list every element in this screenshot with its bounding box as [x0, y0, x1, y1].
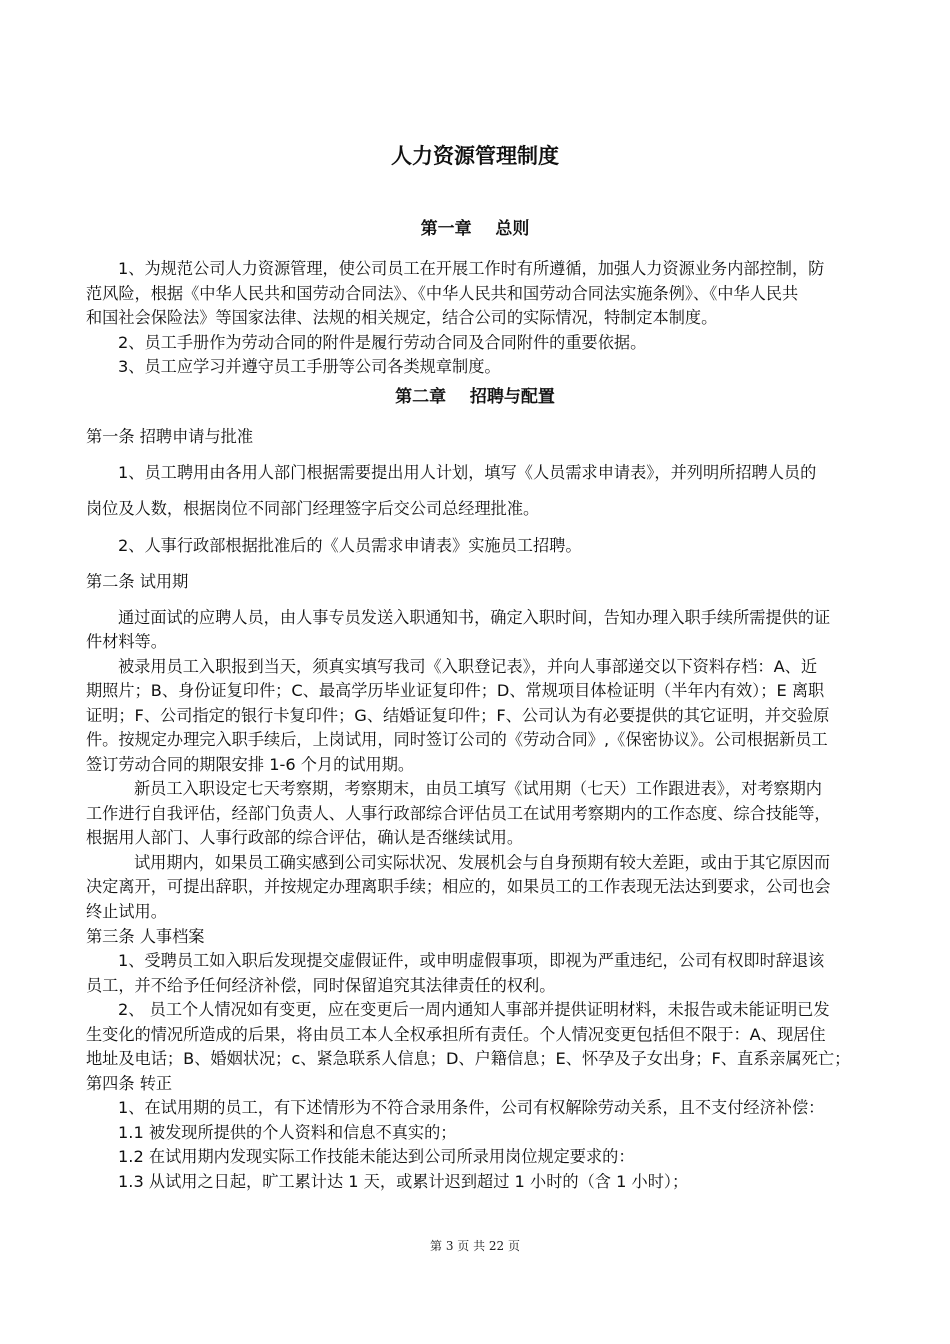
article-1-heading: 第一条 招聘申请与批准: [86, 427, 254, 446]
paragraph-line: 2、 员工个人情况如有变更，应在变更后一周内通知人事部并提供证明材料，未报告或未能证明已发: [118, 1000, 830, 1019]
article-3-heading: 第三条 人事档案: [86, 927, 205, 946]
paragraph-line: 新员工入职设定七天考察期，考察期末，由员工填写《试用期（七天）工作跟进表》，对考察期内: [134, 779, 822, 798]
paragraph-line: 被录用员工入职报到当天，须真实填写我司《入职登记表》，并向人事部递交以下资料存档：A、近: [118, 657, 818, 676]
paragraph-line: 根据用人部门、人事行政部的综合评估，确认是否继续试用。: [86, 828, 524, 847]
list-item: 1.1 被发现所提供的个人资料和信息不真实的；: [118, 1123, 457, 1142]
paragraph-line: 签订劳动合同的期限安排 1-6 个月的试用期。: [86, 755, 415, 774]
paragraph-line: 2、人事行政部根据批准后的《人员需求申请表》实施员工招聘。: [118, 536, 582, 555]
paragraph-line: 和国社会保险法》等国家法律、法规的相关规定，结合公司的实际情况，特制定本制度。: [86, 308, 718, 327]
paragraph-line: 地址及电话；B、婚姻状况；c、紧急联系人信息；D、户籍信息；E、怀孕及子女出身；F、直系亲属死亡；: [86, 1049, 851, 1068]
page-footer: 第 3 页 共 22 页: [430, 1239, 520, 1253]
article-2-heading: 第二条 试用期: [86, 572, 189, 591]
paragraph-line: 岗位及人数，根据岗位不同部门经理签字后交公司总经理批准。: [86, 499, 540, 518]
paragraph-line: 期照片；B、身份证复印件；C、最高学历毕业证复印件；D、常规项目体检证明（半年内有效）；E 离职: [86, 681, 825, 700]
paragraph-line: 终止试用。: [86, 902, 167, 921]
paragraph-line: 决定离开，可提出辞职，并按规定办理离职手续；相应的，如果员工的工作表现无法达到要求，公司也会: [86, 877, 831, 896]
paragraph-line: 件。按规定办理完入职手续后，上岗试用，同时签订公司的《劳动合同》,《保密协议》。公司根据新员工: [86, 730, 828, 749]
list-item: 1.3 从试用之日起，旷工累计达 1 天，或累计迟到超过 1 小时的（含 1 小时）；: [118, 1172, 689, 1191]
paragraph-line: 员工，并不给予任何经济补偿，同时保留追究其法律责任的权利。: [86, 976, 556, 995]
chapter-1-heading: 第一章 总则: [420, 219, 530, 239]
paragraph-line: 1、在试用期的员工，有下述情形为不符合录用条件，公司有权解除劳动关系，且不支付经济补偿：: [118, 1098, 825, 1117]
paragraph-line: 1、为规范公司人力资源管理，使公司员工在开展工作时有所遵循，加强人力资源业务内部控制，防: [118, 259, 825, 278]
paragraph-line: 工作进行自我评估，经部门负责人、人事行政部综合评估员工在试用考察期内的工作态度、综合技能等，: [86, 804, 831, 823]
paragraph-line: 范风险，根据《中华人民共和国劳动合同法》、《中华人民共和国劳动合同法实施条例》、《中华人民共: [86, 284, 799, 303]
document-title: 人力资源管理制度: [391, 144, 559, 168]
paragraph-line: 通过面试的应聘人员，由人事专员发送入职通知书，确定入职时间，告知办理入职手续所需提供的证: [118, 608, 831, 627]
paragraph-line: 试用期内，如果员工确实感到公司实际状况、发展机会与自身预期有较大差距，或由于其它原因而: [134, 853, 831, 872]
article-4-heading: 第四条 转正: [86, 1074, 173, 1093]
paragraph-line: 3、员工应学习并遵守员工手册等公司各类规章制度。: [118, 357, 501, 376]
chapter-2-heading: 第二章 招聘与配置: [395, 387, 555, 407]
paragraph-line: 件材料等。: [86, 632, 167, 651]
paragraph-line: 证明；F、公司指定的银行卡复印件；G、结婚证复印件；F、公司认为有必要提供的其它证明，并交验原: [86, 706, 830, 725]
paragraph-line: 1、受聘员工如入职后发现提交虚假证件，或申明虚假事项，即视为严重违纪，公司有权即时辞退该: [118, 951, 825, 970]
list-item: 1.2 在试用期内发现实际工作技能未能达到公司所录用岗位规定要求的：: [118, 1147, 635, 1166]
paragraph-line: 2、员工手册作为劳动合同的附件是履行劳动合同及合同附件的重要依据。: [118, 333, 647, 352]
paragraph-line: 1、员工聘用由各用人部门根据需要提出用人计划，填写《人员需求申请表》，并列明所招聘人员的: [118, 463, 817, 482]
paragraph-line: 生变化的情况所造成的后果，将由员工本人全权承担所有责任。个人情况变更包括但不限于：A、现居住: [86, 1025, 826, 1044]
